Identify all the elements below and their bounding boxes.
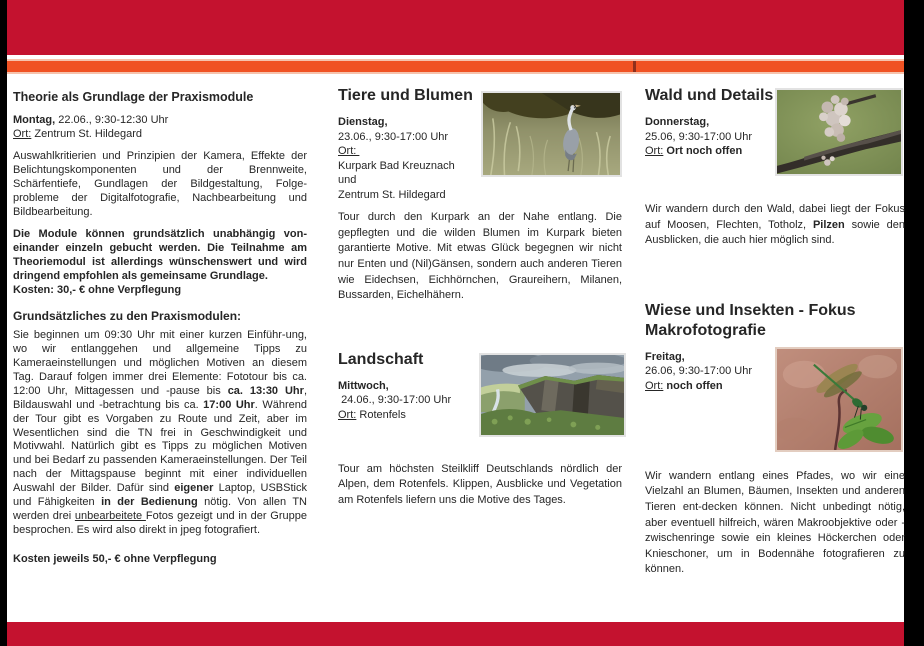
wiese-title: Wiese und Insekten - Fokus Makrofotografie <box>645 301 856 339</box>
wald-paragraph: Wir wandern durch den Wald, dabei liegt der Fokus auf Moosen, Flechten, Totholz, Pilzen sowie den Ausblicken, die auch hier möglich sind. <box>645 203 905 247</box>
tiere-paragraph: Tour durch den Kurpark an der Nahe entlang. Die gepflegten und die wilden Blumen im Kurpark bieten garantierte Motive. Mit etwas Glück begegnen wir nicht nur Enten und (Nil)Gänsen, sondern auch anderen Tieren wie Eidechsen, Eichhörnchen, Graureihern, Milanen, Bussarden, Eichelhähern. <box>338 211 622 302</box>
tiere-ort-2: und <box>338 174 357 187</box>
section-wald-und-details <box>645 86 905 249</box>
landschaft-ort: Ort: Rotenfels <box>338 408 406 421</box>
brochure-paper <box>7 0 904 646</box>
wald-ort: Ort: Ort noch offen <box>645 145 743 158</box>
lichen-illustration <box>777 90 901 174</box>
tiere-ort-1: Kurpark Bad Kreuznach <box>338 159 455 172</box>
tiere-time: 23.06., 9:30-17:00 Uhr <box>338 130 449 143</box>
tiere-title: Tiere und Blumen <box>338 87 473 104</box>
column-rechts <box>645 86 905 578</box>
wald-title: Wald und Details <box>645 87 774 104</box>
damselfly-photo <box>775 347 903 452</box>
damselfly-illustration <box>777 349 901 450</box>
landschaft-day: Mittwoch, <box>338 379 389 392</box>
praxismodule-paragraph: Sie beginnen um 09:30 Uhr mit einer kurzen Einführ-ung, wo wir entlanggehen und allgemeine Tipps zu Kameraeinstellungen und möglichen Motiven an diesem Tag. Darauf folgen immer drei Elemente: Fototour bis ca. 12:00 Uhr, Mittagessen und -pause bis ca. 13:30 Uhr, Bildauswahl und -betrachtung bis ca. 17:00 Uhr. Während der Tour gibt es Vorgaben zu Route und Zeit, aber im Wesentlichen sind die TN frei in Geschwindigkeit und Motivwahl. Natürlich gibt es Tipps zu möglichen Motiven und bei Bedarf zu passenden Kameraeinstellungen. Der Teil nach der Mittagspause beginnt mit einer individuellen Auswahl der Bilder. Dafür sind eigener Laptop, USBStick und Fähigkeiten in der Bedienung nötig. Von allen TN werden drei unbearbeitete Fotos gezeigt und in der Gruppe besprochen. Es wird also direkt in jpeg fotografiert. <box>13 328 307 537</box>
wiese-paragraph: Wir wandern entlang eines Pfades, wo wir eine Vielzahl an Blumen, Bäumen, Insekten und anderen Tieren ent-decken können. Nicht unbedingt nötig, aber eventuell hilfreich, wären Makroobjektive oder -zwischenringe sowie ein kleines Höckerchen oder Knieschoner, um in Bodennähe fotografieren zu können. <box>645 469 905 576</box>
section-wiese-und-insekten <box>645 301 905 578</box>
landschaft-paragraph: Tour am höchsten Steilkliff Deutschlands nördlich der Alpen, dem Rotenfels. Klippen, Ausblicke und Vegetation am Rotenfels liefern uns die Motive des Tages. <box>338 462 622 506</box>
top-red-band <box>7 0 904 55</box>
heron-illustration <box>483 93 620 175</box>
heron-photo <box>481 91 622 177</box>
tiere-day: Dienstag, <box>338 116 388 128</box>
bottom-red-band <box>7 622 904 646</box>
wiese-time: 26.06, 9:30-17:00 Uhr <box>645 365 753 378</box>
praxismodule-subheading: Grundsätzliches zu den Praxismodulen: <box>13 308 242 323</box>
theorie-location-line: Ort: Zentrum St. Hildegard <box>13 127 142 140</box>
landschaft-time: 24.06., 9:30-17:00 Uhr <box>338 394 452 407</box>
fold-tick-mark <box>633 61 636 72</box>
landschaft-title: Landschaft <box>338 350 424 368</box>
kosten-praxis-line: Kosten jeweils 50,- € ohne Verpflegung <box>13 553 217 566</box>
wald-time: 25.06, 9:30-17:00 Uhr <box>645 130 753 143</box>
lichen-photo <box>775 88 903 176</box>
theorie-date-line: Montag, 22.06., 9:30-12:30 Uhr <box>13 113 169 126</box>
column-mitte <box>338 86 622 509</box>
module-hinweis-paragraph: Die Module können grundsätzlich unabhängig von-einander einzeln gebucht werden. Die Teilnahme am Theoriemodul ist allerdings wünschenswert und wird dringend empfohlen als gemeinsame Grundlage. <box>13 227 307 282</box>
section-landschaft <box>338 350 622 509</box>
rotenfels-photo <box>479 353 626 437</box>
wald-day: Donnerstag, <box>645 116 710 128</box>
rotenfels-illustration <box>481 355 624 435</box>
tiere-ort-3: Zentrum St. Hildegard <box>338 188 446 201</box>
tiere-ort-label: Ort: <box>338 145 360 158</box>
wiese-day: Freitag, <box>645 350 685 363</box>
column-theorie <box>13 90 307 567</box>
kosten-theorie-line: Kosten: 30,- € ohne Verpflegung <box>13 283 182 296</box>
wiese-ort: Ort: noch offen <box>645 379 723 392</box>
theorie-paragraph: Auswahlkritierien und Prinzipien der Kamera, Effekte der Belichtungskomponenten und der Brennweite, Schärfentiefe, Gundlagen der Bildgestaltung, Folge-probleme der Digitalfotografie, Nachbearbeitung und Bildbearbeitung. <box>13 149 307 218</box>
section-tiere-und-blumen <box>338 86 622 304</box>
orange-accent-stripe <box>7 59 904 74</box>
theorie-heading: Theorie als Grundlage der Praxismodule <box>13 90 254 104</box>
